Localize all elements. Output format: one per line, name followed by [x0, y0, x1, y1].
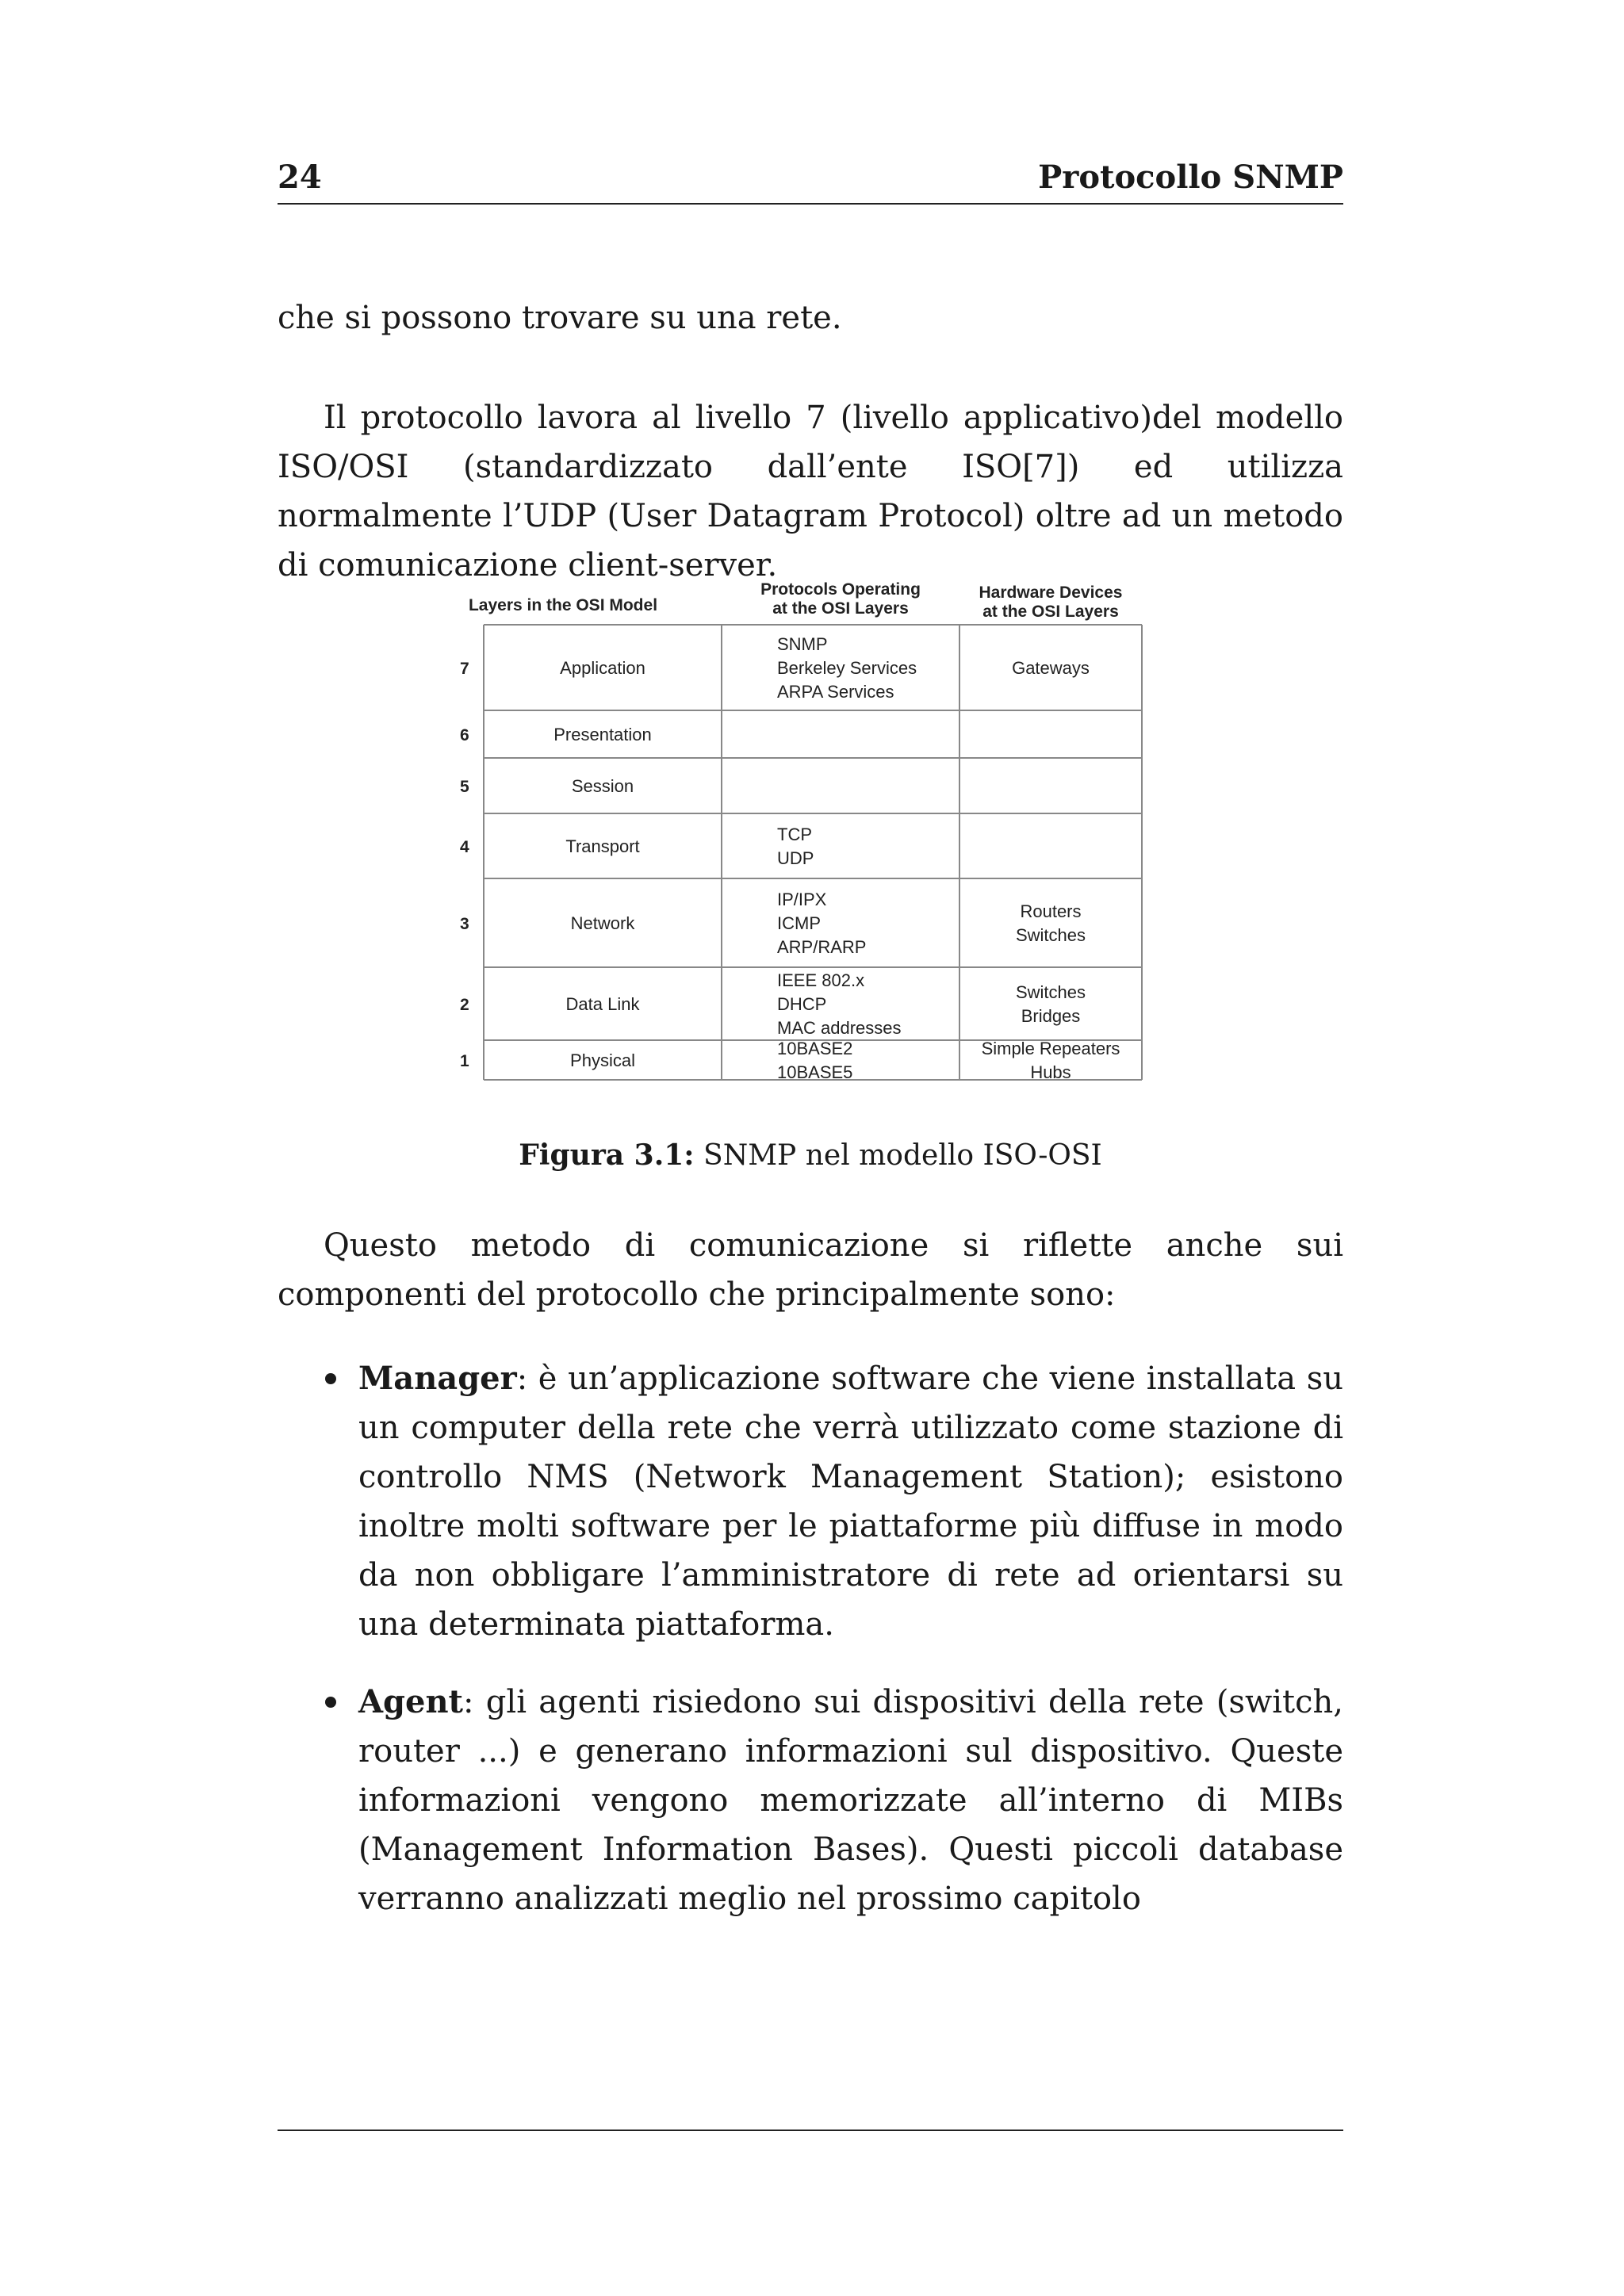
layer-name-5: Session [571, 776, 634, 796]
hardware-3-1: Switches [1015, 925, 1086, 945]
bullet-dot [325, 1697, 336, 1708]
caption-label: Figura 3.1: [519, 1138, 695, 1172]
layer-name-4: Transport [565, 836, 640, 856]
hardware-1-0: Simple Repeaters [981, 1039, 1120, 1058]
caption-text: SNMP nel modello ISO-OSI [703, 1139, 1102, 1172]
protocol-3-2: ARP/RARP [777, 937, 867, 957]
agent-description: : gli agenti risiedono sui dispositivi della rete (switch, router ...) e generano informazioni sul dispositivo. Queste informazioni vengono memorizzate all’interno di MIBs (Management Information Bases). Questi piccoli database verranno analizzati meglio nel prossimo capitolo [358, 1684, 1343, 1917]
hardware-1-1: Hubs [1030, 1062, 1071, 1082]
hardware-3-0: Routers [1020, 901, 1082, 921]
paragraph-protocol-level: Il protocollo lavora al livello 7 (livello applicativo)del modello ISO/OSI (standardizzato dall’ente ISO[7]) ed utilizza normalmente l’UDP (User Datagram Protocol) oltre ad un metodo di comunicazione client-server. [278, 400, 1343, 584]
header-hardware-2: at the OSI Layers [982, 603, 1119, 621]
layer-number-2: 2 [460, 996, 469, 1014]
osi-table-diagram [452, 579, 1166, 1086]
protocol-7-2: ARPA Services [777, 682, 894, 702]
protocol-2-1: DHCP [777, 994, 827, 1014]
protocol-3-1: ICMP [777, 913, 821, 933]
layer-number-3: 3 [460, 915, 469, 933]
header-hardware-1: Hardware Devices [979, 584, 1123, 602]
layer-name-7: Application [560, 658, 645, 678]
agent-term: Agent [358, 1683, 464, 1720]
protocol-1-1: 10BASE5 [777, 1062, 853, 1082]
header-layers: Layers in the OSI Model [468, 596, 658, 614]
manager-term: Manager [358, 1360, 517, 1397]
figure-caption [278, 1135, 1343, 1176]
paragraph-components-intro: Questo metodo di comunicazione si riflette anche sui componenti del protocollo che principalmente sono: [278, 1227, 1343, 1313]
osi-model-figure [452, 579, 1166, 1086]
manager-description: : è un’applicazione software che viene installata su un computer della rete che verrà utilizzato come stazione di controllo NMS (Network Management Station); esistono inoltre molti software per le piattaforme più diffuse in modo da non obbligare l’amministratore di rete ad orientarsi su una determinata piattaforma. [358, 1360, 1343, 1643]
header-protocols-1: Protocols Operating [760, 580, 921, 599]
layer-name-3: Network [570, 913, 635, 933]
layer-number-4: 4 [460, 838, 469, 856]
paragraph-continuation: che si possono trovare su una rete. [278, 300, 842, 336]
footer-rule [278, 2130, 1343, 2131]
chapter-title: Protocollo SNMP [1038, 159, 1343, 196]
layer-name-6: Presentation [553, 725, 652, 744]
header-protocols-2: at the OSI Layers [772, 599, 909, 618]
layer-number-7: 7 [460, 660, 469, 678]
protocol-3-0: IP/IPX [777, 890, 827, 909]
layer-number-6: 6 [460, 726, 469, 744]
protocol-7-0: SNMP [777, 634, 828, 654]
page-number: 24 [278, 159, 322, 196]
page-header [278, 155, 1343, 205]
hardware-2-1: Bridges [1021, 1006, 1081, 1026]
hardware-2-0: Switches [1015, 982, 1086, 1002]
layer-number-1: 1 [460, 1052, 469, 1070]
protocol-7-1: Berkeley Services [777, 658, 917, 678]
protocol-4-1: UDP [777, 848, 814, 868]
layer-number-5: 5 [460, 778, 469, 796]
bullet-dot [325, 1373, 336, 1384]
protocol-1-0: 10BASE2 [777, 1039, 853, 1058]
protocol-4-0: TCP [777, 825, 812, 844]
hardware-7-0: Gateways [1012, 658, 1090, 678]
layer-name-1: Physical [570, 1050, 635, 1070]
protocol-2-0: IEEE 802.x [777, 970, 865, 990]
layer-name-2: Data Link [565, 994, 640, 1014]
protocol-2-2: MAC addresses [777, 1018, 902, 1038]
